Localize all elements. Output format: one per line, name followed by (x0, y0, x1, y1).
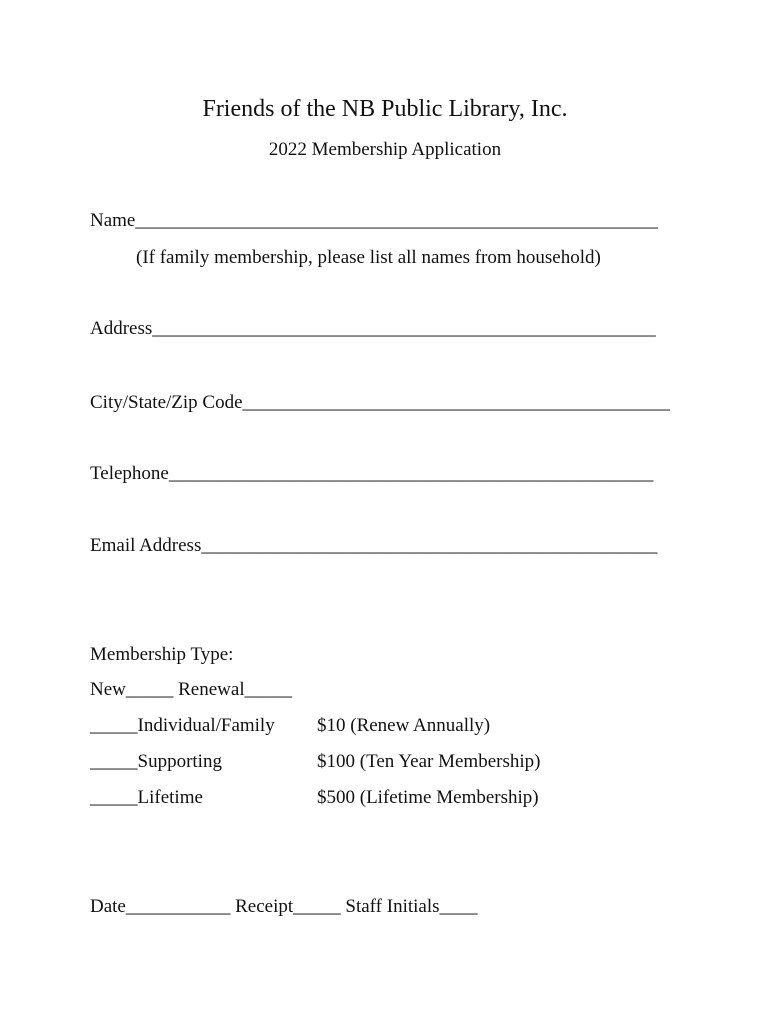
form-subtitle: 2022 Membership Application (268, 139, 502, 160)
option-individual-family[interactable]: _____Individual/Family (90, 715, 275, 736)
telephone-field[interactable]: Telephone___________________________________________________ (90, 463, 654, 484)
membership-type-heading: Membership Type: (90, 644, 234, 665)
email-field[interactable]: Email Address________________________________________________ (90, 535, 658, 556)
fee-lifetime: $500 (Lifetime Membership) (317, 787, 539, 808)
form-title: Friends of the NB Public Library, Inc. (202, 96, 568, 122)
name-field[interactable]: Name_______________________________________________________ (90, 210, 658, 231)
fee-individual-family: $10 (Renew Annually) (317, 715, 491, 736)
option-lifetime[interactable]: _____Lifetime (90, 787, 203, 808)
fee-supporting: $100 (Ten Year Membership) (317, 751, 541, 772)
office-use-line[interactable]: Date___________ Receipt_____ Staff Initials____ (90, 896, 478, 917)
address-field[interactable]: Address_____________________________________________________ (90, 318, 656, 339)
option-supporting[interactable]: _____Supporting (90, 751, 222, 772)
city-state-zip-field[interactable]: City/State/Zip Code_____________________________________________ (90, 392, 671, 413)
name-field-note: (If family membership, please list all names from household) (136, 247, 601, 268)
new-renewal-field[interactable]: New_____ Renewal_____ (90, 679, 293, 700)
